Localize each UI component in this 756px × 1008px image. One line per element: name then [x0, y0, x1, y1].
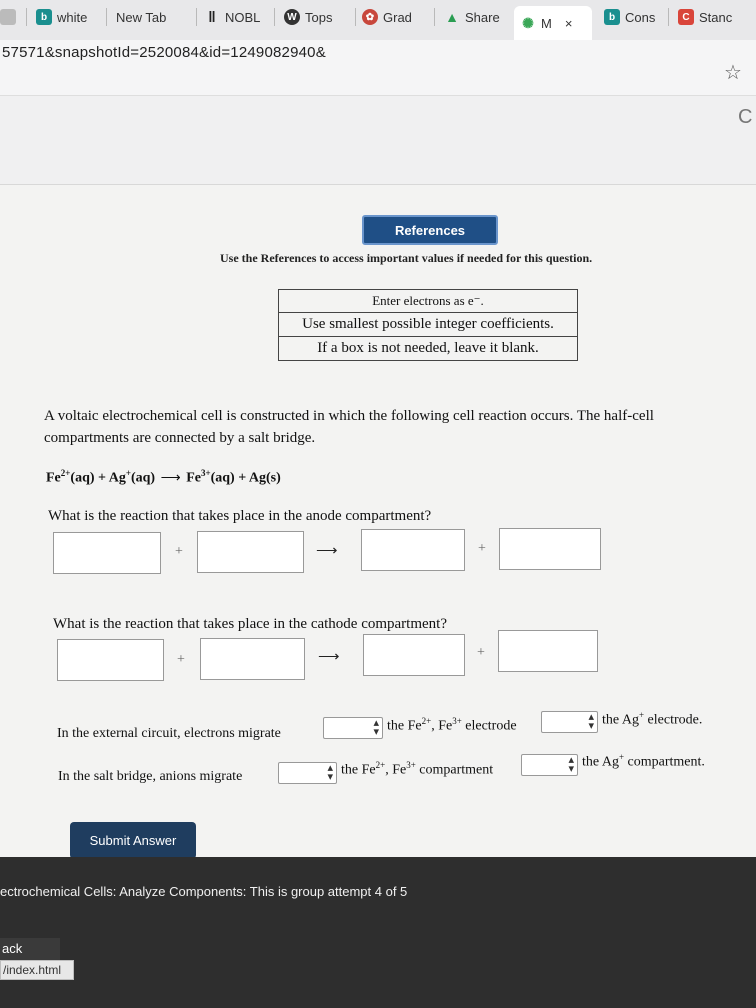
charge: 3+ — [452, 716, 462, 726]
tab-bar — [0, 0, 756, 40]
cathode-box-1[interactable] — [57, 639, 164, 681]
reaction-arrow: ⟶ — [316, 543, 338, 559]
external-direction-select-2[interactable] — [541, 711, 598, 733]
text: the Fe — [387, 718, 422, 734]
anode-box-3[interactable] — [361, 529, 465, 571]
text: the Ag — [582, 754, 619, 770]
charge: 2+ — [421, 716, 432, 726]
anode-box-4[interactable] — [499, 528, 601, 570]
reactant-state: (aq) — [130, 470, 156, 486]
tab-label: Share — [465, 9, 500, 25]
spinner-icon: ✺ — [522, 14, 534, 31]
question-intro: A voltaic electrochemical cell is constructed in which the following cell reaction occurs. The half-cell compartments are connected by a salt bridge. — [44, 408, 654, 446]
plus-sign: + — [177, 652, 185, 667]
tab-separator — [434, 8, 435, 26]
hint-coefficients: Use smallest possible integer coefficients. — [279, 313, 577, 337]
back-button[interactable]: ack — [0, 938, 60, 960]
tab-separator — [274, 8, 275, 26]
tab-9[interactable] — [604, 2, 664, 32]
salt-fe-compartment-text — [341, 760, 493, 779]
charge: 3+ — [406, 760, 416, 770]
hints-table — [278, 289, 578, 361]
chevron-up-down-icon: ▴ ▾ — [327, 762, 333, 783]
hint-electrons: Enter electrons as e⁻. — [279, 290, 577, 313]
plus-sign: + — [175, 544, 183, 559]
badge-icon: ✿ — [362, 9, 378, 25]
charge: + — [618, 752, 625, 762]
tab-label: New Tab — [116, 9, 167, 25]
tab-separator — [196, 8, 197, 26]
text: compartment — [415, 762, 494, 778]
submit-answer-button[interactable]: Submit Answer — [70, 822, 196, 859]
cathode-box-3[interactable] — [363, 634, 465, 676]
salt-direction-select-1[interactable] — [278, 762, 337, 784]
text: compartment. — [624, 754, 705, 770]
tab-5[interactable] — [284, 2, 352, 32]
tab-4[interactable] — [204, 2, 270, 32]
charge: 3+ — [200, 468, 211, 478]
tab-3[interactable] — [116, 2, 196, 32]
external-ag-electrode-text — [602, 710, 702, 729]
star-icon[interactable]: ☆ — [724, 62, 742, 84]
tab-label: M — [541, 15, 552, 31]
tab-8-active[interactable] — [514, 6, 592, 40]
reaction-arrow: ⟶ — [318, 649, 340, 665]
close-icon[interactable]: × — [564, 15, 573, 31]
status-url: /index.html — [0, 960, 74, 980]
reactant-fe: Fe — [46, 470, 61, 486]
bars-icon: ‖ — [208, 8, 216, 26]
assignment-status: ectrochemical Cells: Analyze Components: This is group attempt 4 of 5 — [0, 884, 408, 899]
text: electrode — [461, 718, 517, 734]
tab-separator — [106, 8, 107, 26]
product-state: (aq) + Ag(s) — [210, 470, 281, 486]
charge: 2+ — [60, 468, 71, 478]
tab-label: Cons — [625, 9, 656, 25]
tab-6[interactable] — [362, 2, 430, 32]
plus-sign: + — [477, 645, 485, 660]
footer-bar — [0, 857, 756, 1008]
salt-bridge-lead: In the salt bridge, anions migrate — [58, 769, 243, 784]
anode-prompt: What is the reaction that takes place in the anode compartment? — [48, 508, 432, 524]
drive-icon: ▲ — [445, 9, 459, 25]
salt-direction-select-2[interactable] — [521, 754, 578, 776]
page-icon — [0, 9, 16, 25]
bing-icon: b — [36, 9, 52, 25]
tab-separator — [355, 8, 356, 26]
tab-2[interactable] — [36, 2, 100, 32]
charge: 2+ — [375, 760, 386, 770]
chevron-up-down-icon: ▴ ▾ — [373, 717, 379, 738]
plus-sign: + — [478, 541, 486, 556]
toolbar-area — [0, 95, 756, 185]
cathode-box-4[interactable] — [498, 630, 598, 672]
reload-icon[interactable]: C — [738, 106, 753, 128]
references-note: Use the References to access important values if needed for this question. — [220, 251, 593, 265]
tab-10[interactable] — [678, 2, 756, 32]
references-button[interactable]: References — [362, 215, 498, 245]
chevron-up-down-icon: ▴ ▾ — [568, 754, 574, 775]
text: the Fe — [341, 762, 376, 778]
cathode-prompt: What is the reaction that takes place in the cathode compartment? — [53, 616, 447, 632]
chevron-up-down-icon: ▴ ▾ — [588, 711, 594, 732]
tab-label: Stanc — [699, 9, 733, 25]
anode-box-1[interactable] — [53, 532, 161, 574]
tab-separator — [26, 8, 27, 26]
tab-label: white — [57, 9, 88, 25]
tab-7[interactable] — [444, 2, 510, 32]
salt-ag-compartment-text — [582, 752, 705, 771]
cathode-box-2[interactable] — [200, 638, 305, 680]
tab-label: Tops — [305, 9, 333, 25]
text: , Fe — [431, 718, 453, 734]
external-fe-electrode-text — [387, 716, 517, 735]
text: the Ag — [602, 712, 639, 728]
product-fe: Fe — [186, 470, 201, 486]
reactant-state: (aq) + Ag — [70, 470, 126, 486]
tab-label: Grad — [383, 9, 412, 25]
tab-label: NOBL — [225, 9, 261, 25]
tab-1[interactable] — [0, 2, 22, 32]
c-icon: C — [678, 9, 694, 25]
reaction-arrow: ⟶ — [160, 470, 181, 486]
address-url[interactable]: 57571&snapshotId=2520084&id=1249082940& — [2, 44, 326, 61]
bing-icon: b — [604, 9, 620, 25]
external-circuit-lead: In the external circuit, electrons migrate — [57, 726, 281, 741]
cell-reaction — [46, 468, 281, 487]
text: electrode. — [644, 712, 703, 728]
hint-blank: If a box is not needed, leave it blank. — [317, 340, 539, 356]
charge: + — [125, 468, 131, 478]
external-direction-select-1[interactable] — [323, 717, 383, 739]
text: , Fe — [385, 762, 407, 778]
tab-separator — [668, 8, 669, 26]
anode-box-2[interactable] — [197, 531, 304, 573]
w-icon: W — [284, 9, 300, 25]
charge: + — [638, 710, 645, 720]
